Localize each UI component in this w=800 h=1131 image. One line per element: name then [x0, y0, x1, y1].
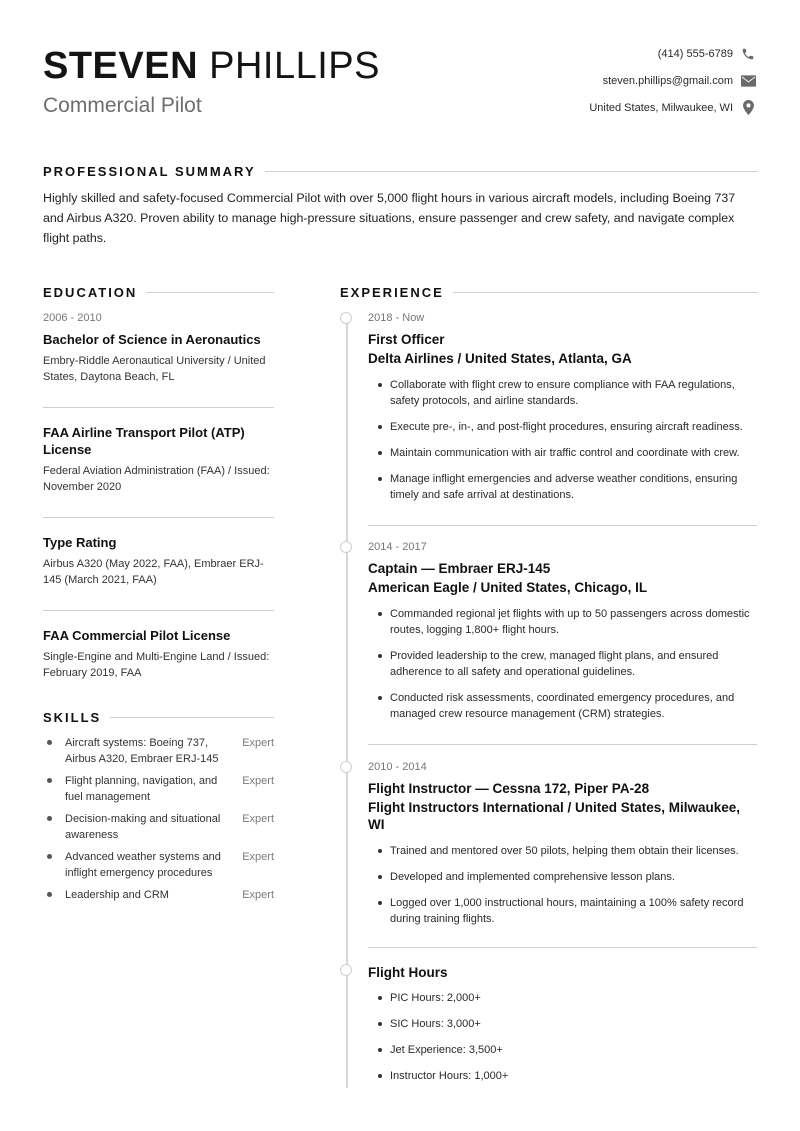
skills-heading-text: SKILLS [43, 710, 102, 725]
bullet-item: Provided leadership to the crew, managed flight plans, and ensured adherence to all safety and operational guidelines. [368, 648, 758, 680]
skills-list [43, 735, 274, 909]
first-name: STEVEN [43, 45, 199, 87]
email-text: steven.phillips@gmail.com [602, 74, 733, 87]
timeline-dot [340, 312, 352, 324]
education-subtitle: Airbus A320 (May 2022, FAA), Embraer ERJ-145 (March 2021, FAA) [43, 558, 264, 586]
experience-date: 2018 - Now [368, 312, 425, 324]
timeline-dot [340, 761, 352, 773]
location-row [589, 94, 756, 121]
experience-title: Captain — Embraer ERJ-145 [368, 561, 551, 576]
experience-heading-text: EXPERIENCE [340, 285, 444, 300]
bullet-item: Manage inflight emergencies and adverse weather conditions, ensuring timely and safe arrival at destinations. [368, 471, 758, 503]
education-subtitle: Single-Engine and Multi-Engine Land / Issued: February 2019, FAA [43, 651, 270, 679]
experience-bullets [368, 606, 758, 722]
experience-bullets [368, 843, 758, 927]
contact-info [589, 40, 756, 121]
experience-company: Delta Airlines / United States, Atlanta, GA [368, 351, 632, 366]
education-title: FAA Airline Transport Pilot (ATP) License [43, 425, 245, 457]
skill-level: Expert [242, 851, 274, 863]
education-item [43, 534, 274, 611]
summary-heading [43, 164, 758, 179]
experience-item [368, 541, 758, 732]
bullet-item: Collaborate with flight crew to ensure compliance with FAA regulations, safety protocols, and airline standards. [368, 377, 758, 409]
experience-heading-rule [453, 292, 758, 293]
education-item [43, 312, 274, 408]
education-heading-text: EDUCATION [43, 285, 138, 300]
phone-row [589, 40, 756, 67]
timeline-dot [340, 541, 352, 553]
experience-date: 2010 - 2014 [368, 761, 427, 773]
phone-icon [740, 46, 756, 62]
bullet-item: Logged over 1,000 instructional hours, maintaining a 100% safety record during training flights. [368, 895, 758, 927]
bullet-item: Developed and implemented comprehensive lesson plans. [368, 869, 758, 885]
experience-title: First Officer [368, 332, 445, 347]
skill-level: Expert [242, 775, 274, 787]
experience-item [368, 963, 758, 1094]
skill-level: Expert [242, 813, 274, 825]
skills-heading-rule [110, 717, 274, 718]
summary-text: Highly skilled and safety-focused Commercial Pilot with over 5,000 flight hours in various aircraft models, including Boeing 737 and Airbus A320. Proven ability to manage high-pressure situations, ensure passenger and crew safety, and navigate complex flight paths. [43, 191, 736, 245]
skill-item [43, 849, 274, 881]
bullet-icon [47, 854, 52, 859]
timeline-dot [340, 964, 352, 976]
experience-company: American Eagle / United States, Chicago, IL [368, 580, 648, 595]
bullet-icon [47, 778, 52, 783]
experience-date: 2014 - 2017 [368, 541, 427, 553]
skills-heading [43, 710, 274, 725]
experience-bullets [368, 990, 758, 1084]
skill-item [43, 735, 274, 767]
email-icon [740, 73, 756, 89]
location-icon [740, 100, 756, 116]
bullet-item: Instructor Hours: 1,000+ [368, 1068, 758, 1084]
education-list [43, 312, 274, 681]
experience-title: Flight Hours [368, 965, 448, 980]
education-title: Bachelor of Science in Aeronautics [43, 332, 261, 347]
education-subtitle: Embry-Riddle Aeronautical University / United States, Daytona Beach, FL [43, 355, 266, 383]
summary-heading-rule [265, 171, 758, 172]
phone-text: (414) 555-6789 [657, 47, 733, 60]
bullet-item: Commanded regional jet flights with up to 50 passengers across domestic routes, logging 1,800+ flight hours. [368, 606, 758, 638]
skill-level: Expert [242, 737, 274, 749]
skill-name: Flight planning, navigation, and fuel management [65, 775, 218, 803]
skill-item [43, 811, 274, 843]
bullet-item: Jet Experience: 3,500+ [368, 1042, 758, 1058]
email-row [589, 67, 756, 94]
bullet-item: SIC Hours: 3,000+ [368, 1016, 758, 1032]
education-title: Type Rating [43, 535, 117, 550]
bullet-item: Trained and mentored over 50 pilots, helping them obtain their licenses. [368, 843, 758, 859]
location-text: United States, Milwaukee, WI [589, 101, 733, 114]
section-divider [368, 947, 757, 948]
education-heading-rule [146, 292, 274, 293]
bullet-item: Execute pre-, in-, and post-flight procedures, ensuring aircraft readiness. [368, 419, 758, 435]
last-name: PHILLIPS [209, 45, 380, 87]
candidate-name [43, 44, 380, 88]
skill-level: Expert [242, 889, 274, 901]
bullet-item: Conducted risk assessments, coordinated emergency procedures, and managed crew resource management (CRM) strategies. [368, 690, 758, 722]
education-subtitle: Federal Aviation Administration (FAA) / Issued: November 2020 [43, 465, 270, 493]
experience-heading [340, 285, 758, 300]
experience-title: Flight Instructor — Cessna 172, Piper PA-28 [368, 781, 650, 796]
skill-name: Advanced weather systems and inflight emergency procedures [65, 851, 221, 879]
section-divider [368, 744, 757, 745]
education-heading [43, 285, 274, 300]
experience-item [368, 761, 758, 937]
bullet-icon [47, 740, 52, 745]
experience-company: Flight Instructors International / United States, Milwaukee, WI [368, 800, 741, 832]
experience-bullets [368, 377, 758, 503]
bullet-item: Maintain communication with air traffic control and coordinate with crew. [368, 445, 758, 461]
education-date: 2006 - 2010 [43, 312, 102, 324]
bullet-icon [47, 816, 52, 821]
skill-name: Aircraft systems: Boeing 737, Airbus A320, Embraer ERJ-145 [65, 737, 219, 765]
education-item [43, 424, 274, 518]
experience-item [368, 312, 758, 513]
summary-heading-text: PROFESSIONAL SUMMARY [43, 164, 256, 179]
section-divider [368, 525, 757, 526]
skill-name: Decision-making and situational awareness [65, 813, 221, 841]
skill-item [43, 887, 274, 903]
education-title: FAA Commercial Pilot License [43, 628, 231, 643]
job-title: Commercial Pilot [43, 94, 202, 117]
bullet-icon [47, 892, 52, 897]
skill-item [43, 773, 274, 805]
bullet-item: PIC Hours: 2,000+ [368, 990, 758, 1006]
skill-name: Leadership and CRM [65, 889, 169, 901]
education-item [43, 627, 274, 681]
